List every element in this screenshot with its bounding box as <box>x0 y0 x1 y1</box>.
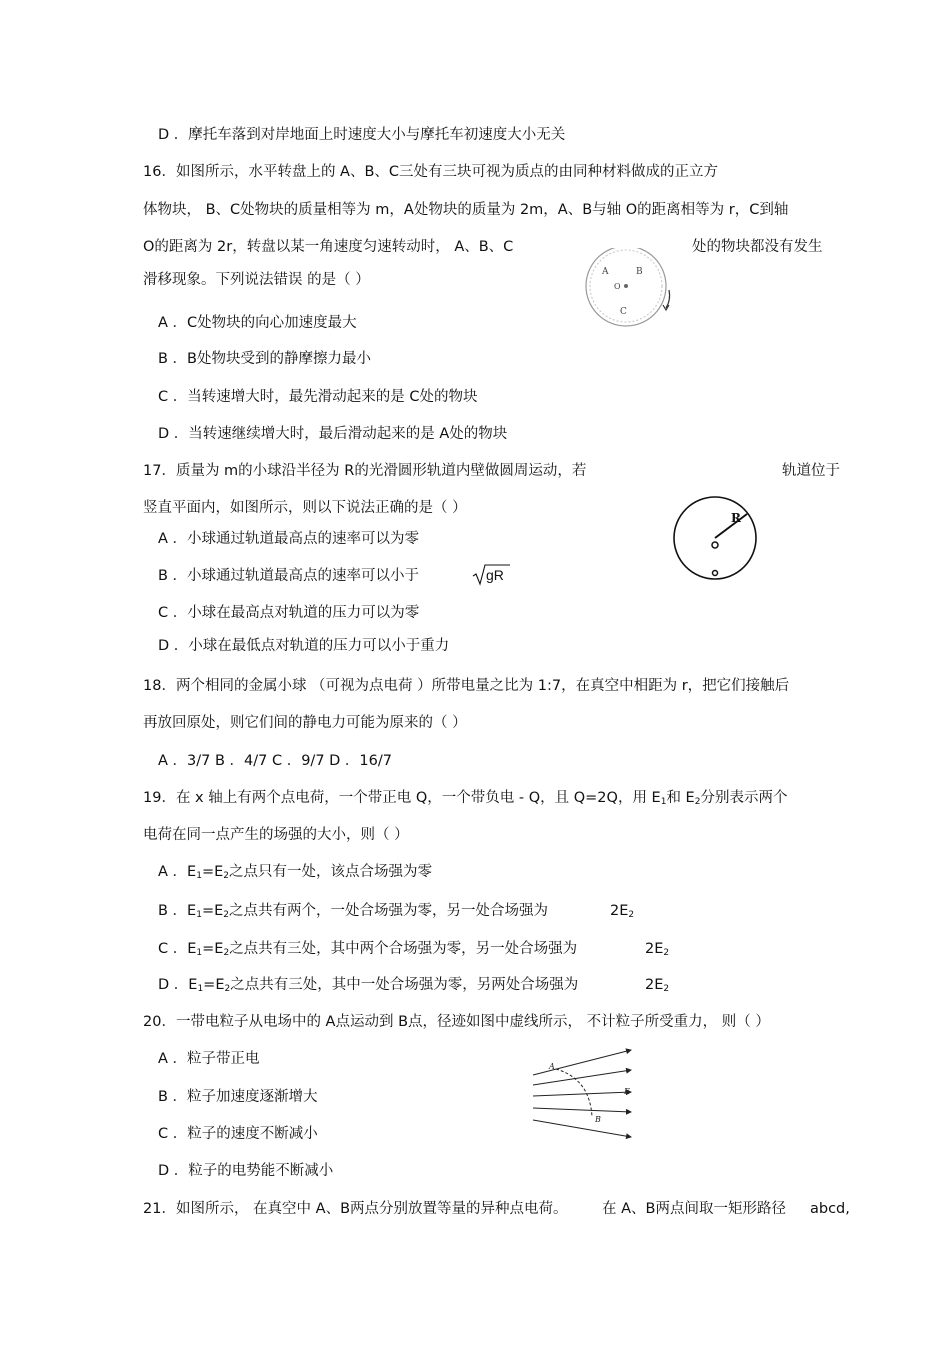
field-label-b: B <box>595 1115 601 1124</box>
turntable-label-b: B <box>636 267 643 277</box>
q17-option-a: A ．小球通过轨道最高点的速率可以为零 <box>158 531 420 547</box>
q20-option-c: C ．粒子的速度不断减小 <box>158 1126 318 1142</box>
q19-option-b: B ．$E_1=E_2$之点共有两个，一处合场强为零，另一处合场强为 <box>158 903 548 920</box>
q17-stem-line-1a: 17．质量为 m的小球沿半径为 R的光滑圆形轨道内壁做圆周运动，若 <box>143 463 587 479</box>
q16-stem-line-3a: O的距离为 2r，转盘以某一角速度匀速转动时， A、B、C <box>143 239 514 255</box>
q16-stem-line-1: 16．如图所示，水平转盘上的 A、B、C三处有三块可视为质点的由同种材料做成的正立方 <box>143 164 719 180</box>
q19-option-c-value: $2E_2$ <box>645 941 670 958</box>
q21-stem-line-1b: 在 A、B两点间取一矩形路径 <box>602 1201 786 1217</box>
q20-option-b: B ．粒子加速度逐渐增大 <box>158 1089 318 1105</box>
q19-option-c: C ．$E_1=E_2$之点共有三处，其中两个合场强为零，另一处合场强为 <box>158 941 578 958</box>
q20-option-a: A ．粒子带正电 <box>158 1051 260 1067</box>
circular-track-figure <box>672 494 762 584</box>
turntable-label-c: C <box>620 307 627 317</box>
q20-stem-line-1: 20．一带电粒子从电场中的 A点运动到 B点，径迹如图中虚线所示， 不计粒子所受重力， 则（ ） <box>143 1014 770 1030</box>
sqrt-gr-text: gR <box>486 567 504 583</box>
q21-stem-line-1c: abcd, <box>810 1201 850 1217</box>
turntable-figure <box>580 248 680 330</box>
q19-stem-line-1: 19．在 x 轴上有两个点电荷，一个带正电 Q，一个带负电 - Q，且 Q=2Q，用 $E_1$和 $E_2$分别表示两个 <box>143 790 788 807</box>
q20-option-d: D ．粒子的电势能不断减小 <box>158 1163 334 1179</box>
q17-stem-line-1b: 轨道位于 <box>782 463 840 479</box>
track-label-r: R <box>731 511 741 525</box>
q19-option-d: D ．$E_1=E_2$之点共有三处，其中一处合场强为零，另两处合场强为 <box>158 977 579 994</box>
q17-option-b: B ．小球通过轨道最高点的速率可以小于 <box>158 568 420 584</box>
q16-stem-line-2: 体物块， B、C处物块的质量相等为 m，A处物块的质量为 2m，A、B与轴 O的距离相等为 r，C到轴 <box>143 202 789 218</box>
field-label-e: E <box>624 1087 630 1096</box>
turntable-label-o: O <box>614 282 621 291</box>
q16-stem-line-3b: 处的物块都没有发生 <box>692 239 823 255</box>
q18-stem-line-1: 18．两个相同的金属小球 （可视为点电荷 ）所带电量之比为 1:7，在真空中相距为 r，把它们接触后 <box>143 678 790 694</box>
turntable-label-a: A <box>602 267 609 277</box>
q17-option-c: C ．小球在最高点对轨道的压力可以为零 <box>158 605 420 621</box>
q16-option-d: D ．当转速继续增大时，最后滑动起来的是 A处的物块 <box>158 426 508 442</box>
q18-options: A ．3/7 B ．4/7 C ．9/7 D ．16/7 <box>158 753 392 769</box>
q16-option-a: A ．C处物块的向心加速度最大 <box>158 315 357 331</box>
q17-stem-line-2: 竖直平面内，如图所示，则以下说法正确的是（ ） <box>143 500 467 516</box>
q19-option-d-value: $2E_2$ <box>645 977 670 994</box>
q21-stem-line-1a: 21．如图所示， 在真空中 A、B两点分别放置等量的异种点电荷。 <box>143 1201 568 1217</box>
sqrt-gr-formula <box>472 562 512 588</box>
q19-stem-line-2: 电荷在同一点产生的场强的大小，则（ ） <box>143 827 409 843</box>
field-label-a: A <box>549 1062 555 1071</box>
q16-stem-line-4: 滑移现象。下列说法错误 的是（ ） <box>143 272 370 288</box>
q16-option-c: C ．当转速增大时，最先滑动起来的是 C处的物块 <box>158 389 478 405</box>
q19-option-b-value: $2E_2$ <box>610 903 635 920</box>
q17-option-d: D ．小球在最低点对轨道的压力可以小于重力 <box>158 638 450 654</box>
q19-option-a: A ．$E_1=E_2$之点只有一处，该点合场强为零 <box>158 864 432 881</box>
q18-stem-line-2: 再放回原处，则它们间的静电力可能为原来的（ ） <box>143 715 467 731</box>
electric-field-figure <box>528 1045 638 1145</box>
q16-option-b: B ．B处物块受到的静摩擦力最小 <box>158 351 372 367</box>
q15-option-d: D ．摩托车落到对岸地面上时速度大小与摩托车初速度大小无关 <box>158 127 566 143</box>
